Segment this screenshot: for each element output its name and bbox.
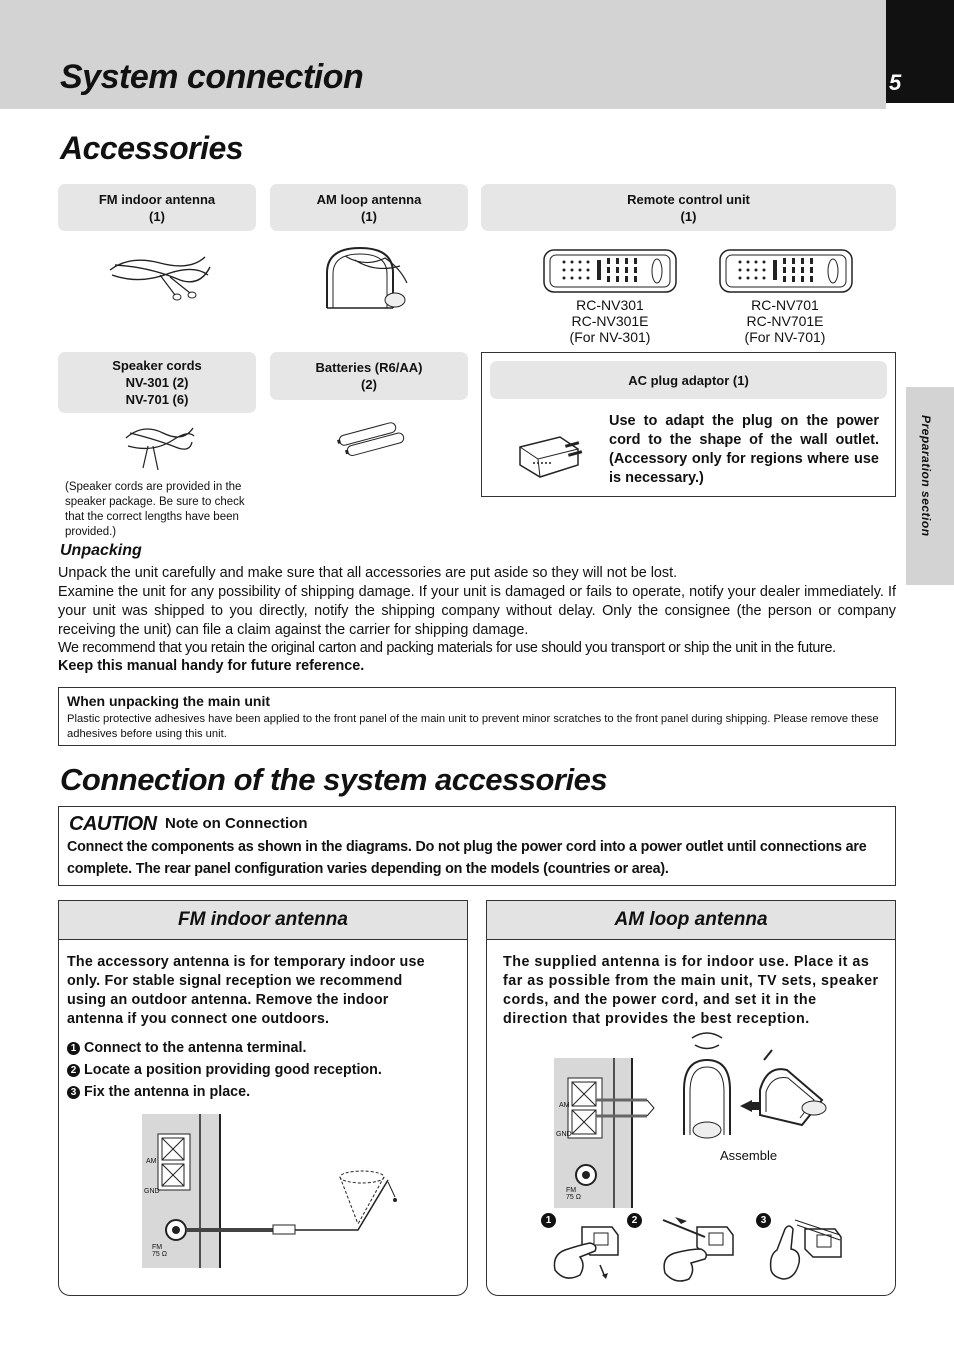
batteries-label [270, 352, 468, 400]
caution-box [58, 806, 896, 886]
batteries-name: Batteries (R6/AA) [315, 360, 423, 375]
unpacking-note-text: Plastic protective adhesives have been applied to the front panel of the main unit to prevent minor scratches to the front panel during shipping. Please remove these adhesives before using this unit. [67, 713, 879, 740]
speaker-cords-qty-701: NV-701 (6) [125, 392, 189, 407]
fm-terminal-gnd-label: GND [144, 1188, 160, 1195]
accessories-title: Accessories [60, 130, 244, 166]
am-diagram-step-3: 3 [756, 1213, 771, 1228]
ac-adaptor-illustration [510, 425, 595, 485]
fm-step-2-text: Locate a position providing good reception. [84, 1062, 382, 1078]
caution-word: CAUTION [69, 813, 157, 835]
fm-terminal-am-label: AM [146, 1158, 157, 1165]
fm-step-1-text: Connect to the antenna terminal. [84, 1040, 307, 1056]
am-antenna-name: AM loop antenna [316, 191, 422, 207]
remote-model-a-line2: RC-NV301E [571, 313, 649, 329]
am-connection-diagram [552, 1030, 837, 1210]
remote-label [481, 184, 896, 231]
step-3-badge: 3 [67, 1086, 80, 1099]
am-terminal-gnd-label: GND [556, 1131, 572, 1138]
fm-step-1 [67, 1040, 306, 1056]
speaker-cords-qty-301: NV-301 (2) [125, 375, 189, 390]
unpacking-note-box [58, 687, 896, 746]
fm-antenna-illustration [100, 245, 220, 305]
remote-name: Remote control unit [627, 191, 750, 207]
hand-insert-illustration-2 [655, 1215, 745, 1285]
unpacking-paragraph-1: Unpack the unit carefully and make sure that all accessories are put aside so they will not be lost. [58, 565, 678, 581]
remote-model-b [720, 297, 850, 345]
fm-panel-text: The accessory antenna is for temporary indoor use only. For stable signal reception we recommend using an outdoor antenna. Remove the indoor antenna if you connect one outdoors. [67, 954, 425, 1027]
connection-title: Connection of the system accessories [60, 762, 608, 797]
unpacking-note-title: When unpacking the main unit [67, 693, 270, 709]
am-terminal-am-label: AM [559, 1102, 570, 1109]
am-antenna-qty: (1) [361, 208, 377, 224]
speaker-cords-name: Speaker cords [112, 358, 202, 373]
am-panel-title: AM loop antenna [487, 901, 895, 940]
page-title: System connection [60, 58, 364, 96]
remote-model-a [545, 297, 675, 345]
remote-model-b-line3: (For NV-701) [744, 329, 826, 345]
fm-antenna-qty: (1) [149, 208, 165, 224]
remote-nv701-illustration [718, 248, 854, 294]
am-terminal-fm-label: FM [566, 1187, 577, 1194]
speaker-cords-illustration [118, 418, 198, 474]
remote-model-b-line2: RC-NV701E [746, 313, 824, 329]
speaker-cords-note: (Speaker cords are provided in the speaker package. Be sure to check that the correct lengths have been provided.) [65, 481, 245, 538]
speaker-cords-label [58, 352, 256, 413]
step-1-badge: 1 [67, 1042, 80, 1055]
remote-qty: (1) [680, 208, 697, 224]
remote-model-a-line3: (For NV-301) [569, 329, 651, 345]
fm-terminal-fm-label: FM [152, 1244, 163, 1251]
ac-adaptor-name: AC plug adaptor (1) [628, 372, 749, 388]
am-terminal-ohm-label: 75 Ω [566, 1194, 581, 1201]
caution-text: Connect the components as shown in the diagrams. Do not plug the power cord into a power outlet until connections are complete. The rear panel configuration varies depending on the models (countries or area). [67, 839, 867, 877]
am-diagram-step-2: 2 [627, 1213, 642, 1228]
unpacking-paragraph-3: We recommend that you retain the original carton and packing materials for use should you transport or ship the unit in the future. [58, 640, 836, 656]
fm-terminal-ohm-label: 75 Ω [152, 1251, 167, 1258]
fm-step-3-text: Fix the antenna in place. [84, 1084, 251, 1100]
remote-model-b-line1: RC-NV701 [751, 297, 819, 313]
fm-panel-title: FM indoor antenna [59, 901, 467, 940]
caution-title: Note on Connection [165, 815, 308, 832]
unpacking-heading: Unpacking [60, 542, 142, 559]
fm-antenna-label [58, 184, 256, 231]
fm-step-2 [67, 1062, 382, 1078]
fm-connection-diagram [140, 1112, 410, 1270]
am-diagram-step-1: 1 [541, 1213, 556, 1228]
step-2-badge: 2 [67, 1064, 80, 1077]
unpacking-paragraph-4: Keep this manual handy for future reference. [58, 658, 365, 674]
fm-step-3 [67, 1084, 250, 1100]
remote-nv301-illustration [542, 248, 678, 294]
fm-antenna-name: FM indoor antenna [98, 191, 216, 207]
ac-adaptor-description: Use to adapt the plug on the power cord to the shape of the wall outlet. (Accessory only for regions where use is necessary.) [609, 413, 879, 486]
hand-press-illustration-1 [550, 1215, 635, 1285]
side-tab-label: Preparation section [919, 415, 933, 537]
am-panel-text: The supplied antenna is for indoor use. Place it as far as possible from the main unit, TV sets, speaker cords, and the power cord, and set it in the direction that provides the best reception. [503, 954, 879, 1027]
hand-release-illustration-3 [765, 1215, 850, 1285]
page-number: 5 [889, 70, 902, 95]
remote-model-a-line1: RC-NV301 [576, 297, 644, 313]
ac-adaptor-label [490, 361, 887, 399]
am-antenna-illustration [315, 238, 415, 318]
batteries-illustration [335, 422, 410, 456]
am-antenna-label [270, 184, 468, 231]
unpacking-paragraph-2: Examine the unit for any possibility of shipping damage. If your unit is damaged or fails to operate, notify your dealer immediately. If your unit was shipped to you directly, notify the shipping company without delay. Only the consignee (the person or company receiving the unit) can file a claim against the carrier for shipping damage. [58, 584, 896, 638]
batteries-qty: (2) [361, 377, 377, 392]
assemble-label: Assemble [720, 1148, 778, 1163]
